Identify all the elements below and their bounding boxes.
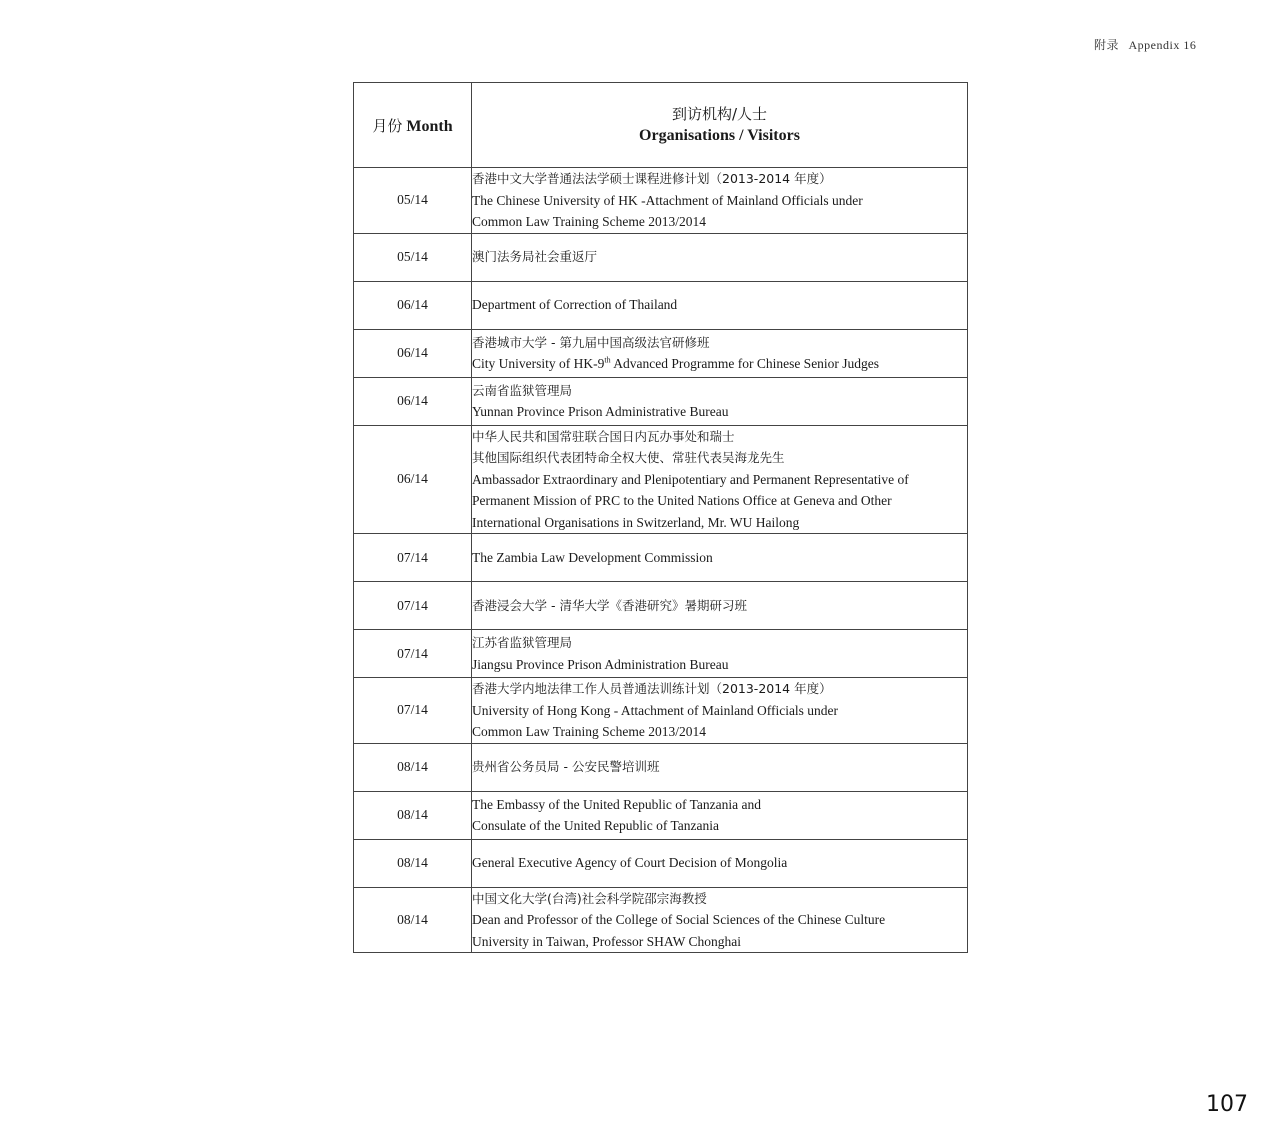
table-header-row xyxy=(354,83,968,168)
month-cell: 06/14 xyxy=(354,425,472,534)
month-cell: 08/14 xyxy=(354,839,472,887)
org-header-en: Organisations / Visitors xyxy=(639,127,800,144)
month-cell: 08/14 xyxy=(354,743,472,791)
organisation-line: The Embassy of the United Republic of Tanzania and xyxy=(472,796,761,812)
organisation-line-part: City University of HK-9 xyxy=(472,356,605,371)
running-header-zh: 附录 xyxy=(1094,38,1120,52)
organisation-cell xyxy=(472,678,968,744)
organisation-cell xyxy=(472,743,968,791)
organisation-line xyxy=(472,353,967,375)
organisation-line: Consulate of the United Republic of Tanzania xyxy=(472,818,719,833)
organisation-cell xyxy=(472,281,968,329)
organisation-line: 澳门法务局社会重返厅 xyxy=(472,249,598,265)
organisation-cell xyxy=(472,630,968,678)
organisation-line: 江苏省监狱管理局 xyxy=(472,635,573,650)
organisation-line: University of Hong Kong - Attachment of Mainland Officials under xyxy=(472,702,839,718)
organisation-line: 其他国际组织代表团特命全权大使、常驻代表吴海龙先生 xyxy=(472,450,785,465)
organisation-line: Yunnan Province Prison Administrative Bureau xyxy=(472,404,729,419)
organisation-cell xyxy=(472,534,968,582)
organisation-line: General Executive Agency of Court Decision of Mongolia xyxy=(472,855,788,871)
month-cell: 07/14 xyxy=(354,534,472,582)
table-row xyxy=(354,839,968,887)
organisation-cell xyxy=(472,582,968,630)
organisation-line: 香港大学内地法律工作人员普通法训练计划（2013-2014 年度） xyxy=(472,681,832,696)
organisation-cell xyxy=(472,168,968,234)
month-cell: 06/14 xyxy=(354,329,472,377)
running-header-en: Appendix 16 xyxy=(1128,38,1197,52)
table-row xyxy=(354,582,968,630)
organisation-line: The Zambia Law Development Commission xyxy=(472,549,713,565)
month-cell: 07/14 xyxy=(354,630,472,678)
organisation-cell xyxy=(472,233,968,281)
organisation-line: Common Law Training Scheme 2013/2014 xyxy=(472,724,706,739)
organisation-line: Dean and Professor of the College of Social Sciences of the Chinese Culture xyxy=(472,912,886,927)
ordinal-suffix: th xyxy=(604,355,611,365)
month-column-header xyxy=(354,83,472,168)
organisation-line: Jiangsu Province Prison Administration Bureau xyxy=(472,656,729,672)
organisation-line: 香港城市大学 - 第九届中国高级法官研修班 xyxy=(472,334,710,350)
table-row xyxy=(354,678,968,744)
organisation-cell xyxy=(472,425,968,534)
table-row xyxy=(354,630,968,678)
org-header-zh: 到访机构/人士 xyxy=(671,105,768,123)
organisation-line: 云南省监狱管理局 xyxy=(472,382,573,398)
running-header xyxy=(1094,36,1196,53)
organisation-cell xyxy=(472,329,968,377)
organisation-line: Permanent Mission of PRC to the United Nations Office at Geneva and Other xyxy=(472,493,892,508)
organisation-cell xyxy=(472,377,968,425)
month-cell: 08/14 xyxy=(354,887,472,953)
table-row xyxy=(354,329,968,377)
organisation-line: 中华人民共和国常驻联合国日内瓦办事处和瑞士 xyxy=(472,428,735,444)
page-number: 107 xyxy=(1206,1092,1248,1117)
table-row xyxy=(354,168,968,234)
table-row xyxy=(354,887,968,953)
organisation-line-part: Advanced Programme for Chinese Senior Judges xyxy=(610,356,880,371)
table-row xyxy=(354,377,968,425)
month-cell: 06/14 xyxy=(354,377,472,425)
organisation-cell xyxy=(472,791,968,839)
month-cell: 08/14 xyxy=(354,791,472,839)
visitors-table xyxy=(353,82,968,953)
organisation-line: Department of Correction of Thailand xyxy=(472,297,678,313)
organisation-line: The Chinese University of HK -Attachment of Mainland Officials under xyxy=(472,192,863,208)
table-row xyxy=(354,281,968,329)
organisation-line: Common Law Training Scheme 2013/2014 xyxy=(472,214,706,229)
organisation-line: 香港中文大学普通法法学硕士课程进修计划（2013-2014 年度） xyxy=(472,171,832,186)
month-header-zh: 月份 xyxy=(372,116,403,135)
month-cell: 05/14 xyxy=(354,168,472,234)
month-header-en: Month xyxy=(406,117,453,135)
month-cell: 07/14 xyxy=(354,582,472,630)
table-row xyxy=(354,743,968,791)
table-row xyxy=(354,233,968,281)
organisation-line: 贵州省公务员局 - 公安民警培训班 xyxy=(472,759,660,775)
org-column-header xyxy=(472,83,968,168)
table-row xyxy=(354,425,968,534)
organisation-line: Ambassador Extraordinary and Plenipotentiary and Permanent Representative of xyxy=(472,471,909,487)
table-row xyxy=(354,791,968,839)
month-cell: 07/14 xyxy=(354,678,472,744)
organisation-line: 中国文化大学(台湾)社会科学院邵宗海教授 xyxy=(472,890,707,906)
month-cell: 05/14 xyxy=(354,233,472,281)
organisation-line: International Organisations in Switzerland, Mr. WU Hailong xyxy=(472,514,800,530)
organisation-cell xyxy=(472,839,968,887)
organisation-line: 香港浸会大学 - 清华大学《香港研究》暑期研习班 xyxy=(472,597,747,613)
organisation-line: University in Taiwan, Professor SHAW Chonghai xyxy=(472,933,741,949)
table-row xyxy=(354,534,968,582)
month-cell: 06/14 xyxy=(354,281,472,329)
organisation-cell xyxy=(472,887,968,953)
